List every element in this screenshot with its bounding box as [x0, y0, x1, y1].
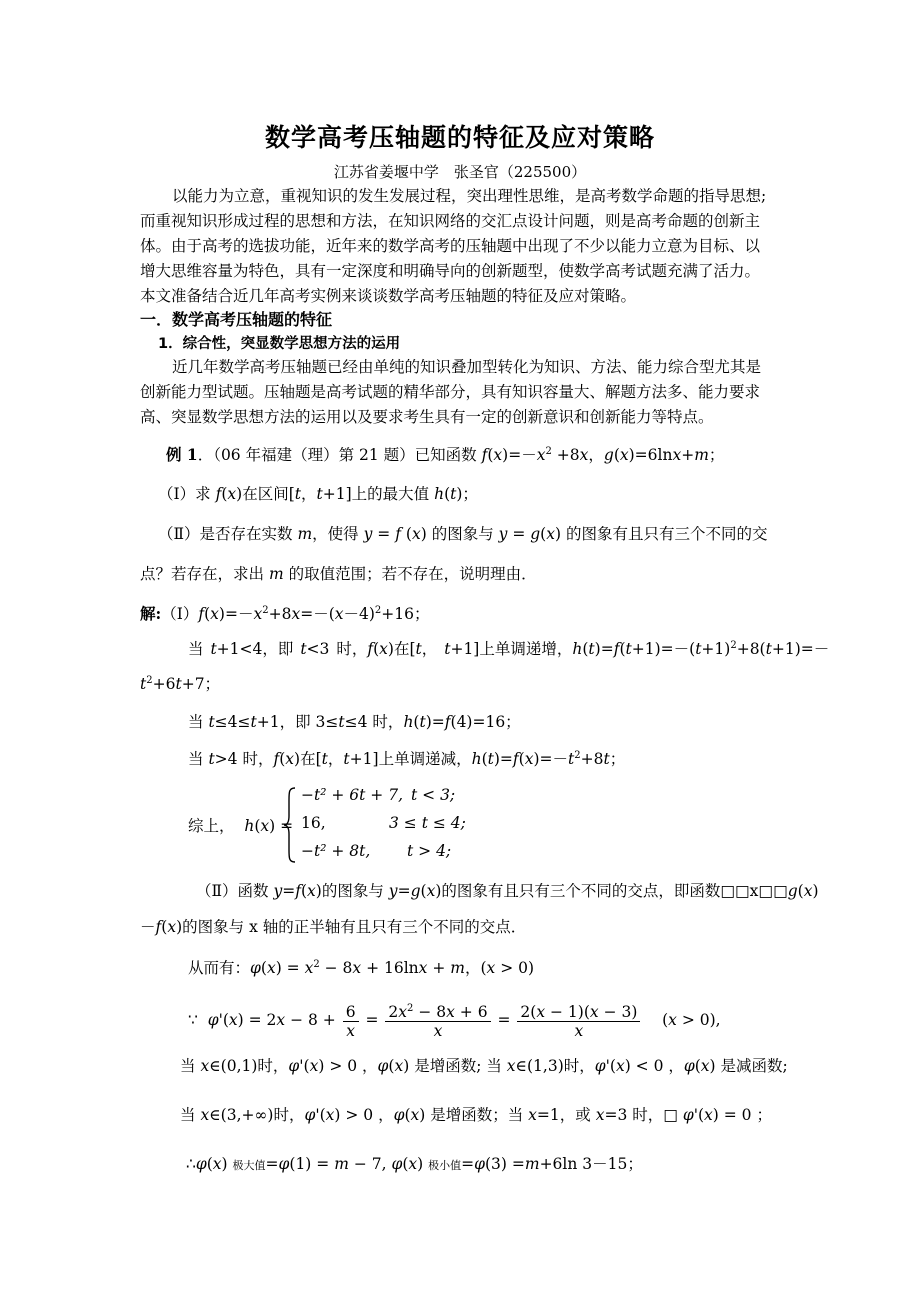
- para1-line-1: 近几年数学高考压轴题已经由单纯的知识叠加型转化为知识、方法、能力综合型尤其是: [172, 358, 762, 376]
- fraction-3: $\frac{2(x - 1)(x - 3)}{x}$: [517, 1003, 640, 1040]
- case-expr-1: −t² + 6t + 7,: [301, 786, 403, 804]
- case-expr-2: 16,: [301, 814, 326, 832]
- question-2-line-2: 点？若存在，求出 m 的取值范围；若不存在，说明理由．: [140, 565, 537, 583]
- monotonic-line-2: 当 x∈(3,+∞)时，φ'(x) > 0 ，φ(x) 是增函数；当 x=1，或 x=3 时，□ φ'(x) = 0 ；: [180, 1106, 772, 1124]
- case-expr-3: −t² + 8t,: [301, 842, 371, 860]
- question-1: （Ⅰ）求 f(x)在区间[t，t+1]上的最大值 h(t)；: [158, 485, 478, 503]
- case-3: 当 t>4 时，f(x)在[t，t+1]上单调递减，$h(t)=f(x)=-t^2+8t$；: [188, 750, 626, 768]
- intro-line-3: 体。由于高考的选拔功能，近年来的数学高考的压轴题中出现了不少以能力立意为目标、以: [140, 237, 761, 255]
- para1-line-3: 高、突显数学思想方法的运用以及要求考生具有一定的创新意识和创新能力等特点。: [140, 408, 714, 426]
- solution-part-1: 解$:(Ⅰ)f(x)=-x^2+8x=-(x-4)^2+16$；: [140, 604, 430, 623]
- fraction-1: $\frac{6}{x}$: [343, 1003, 359, 1040]
- phi-definition: 从而有：$\varphi(x) = x^2 - 8x + 16\ln x + m$，(x > 0): [188, 959, 535, 977]
- case-2: 当 t≤4≤t+1，即 3≤t≤4 时，h(t)=f(4)=16；: [188, 713, 521, 731]
- solution-part-2-line-1: （Ⅱ）函数 y=f(x)的图象与 y=g(x)的图象有且只有三个不同的交点，即函数□□x□□g(x): [196, 882, 819, 900]
- solution-label: 解:: [140, 604, 162, 623]
- solution-part-2-line-2: －f(x)的图象与 x 轴的正半轴有且只有三个不同的交点．: [140, 918, 527, 936]
- left-brace-icon: [283, 786, 297, 864]
- case-1-line-1: 当 t+1<4，即 t<3 时，f(x)在[t， t+1]上单调递增，$h(t)=f(t+1)=-(t+1)^2+8(t+1)=-$: [188, 640, 830, 658]
- piecewise-function: [283, 786, 466, 864]
- page-title: 数学高考压轴题的特征及应对策略: [264, 123, 655, 152]
- extreme-values: ∴φ(x) 极大值=φ(1) = m − 7, φ(x) 极小值=φ(3) =m+6ln 3－15；: [186, 1155, 643, 1173]
- intro-line-5: 本文准备结合近几年高考实例来谈谈数学高考压轴题的特征及应对策略。: [140, 287, 637, 305]
- case-cond-3: t > 4;: [407, 842, 452, 860]
- phi-derivative: ∵ φ'(x) = 2x − 8 + $\frac{6}{x}$ = $\frac{2x^2 - 8x + 6}{x}$ = $\frac{2(x - 1)(x - 3)}{x}$ (x > 0),: [188, 1002, 721, 1040]
- para1-line-2: 创新能力型试题。压轴题是高考试题的精华部分，具有知识容量大、解题方法多、能力要求: [140, 383, 761, 401]
- intro-line-1: 以能力为立意，重视知识的发生发展过程，突出理性思维，是高考数学命题的指导思想;: [172, 187, 767, 205]
- case-cond-2: 3 ≤ t ≤ 4;: [389, 814, 466, 832]
- section-heading: 一．数学高考压轴题的特征: [140, 310, 333, 329]
- case-cond-1: t < 3;: [411, 786, 456, 804]
- intro-line-2: 而重视知识形成过程的思想和方法，在知识网络的交汇点设计问题，则是高考命题的创新主: [140, 212, 761, 230]
- summary-line: 综上， h(x) =: [188, 817, 294, 835]
- case-1-line-2: $t^2+6t+7$；: [140, 675, 221, 693]
- intro-line-4: 增大思维容量为特色，具有一定深度和明确导向的创新题型，使数学高考试题充满了活力。: [140, 262, 761, 280]
- example-statement: 例 1．（06 年福建（理）第 21 题）已知函数 $f(x)=-x^2 +8x$，g(x)=6lnx+m；: [166, 445, 725, 464]
- example-label: 例 1: [166, 445, 198, 464]
- monotonic-line-1: 当 x∈(0,1)时，φ'(x) > 0 ，φ(x) 是增函数; 当 x∈(1,3)时，φ'(x) < 0 ，φ(x) 是减函数;: [180, 1057, 788, 1075]
- author-line: 江苏省姜堰中学 张圣官（225500）: [333, 163, 587, 181]
- fraction-2: $\frac{2x^2 - 8x + 6}{x}$: [385, 1003, 490, 1040]
- subsection-heading: 1．综合性，突显数学思想方法的运用: [158, 336, 401, 352]
- question-2-line-1: （Ⅱ）是否存在实数 m，使得 y = f (x) 的图象与 y = g(x) 的图象有且只有三个不同的交: [158, 525, 768, 543]
